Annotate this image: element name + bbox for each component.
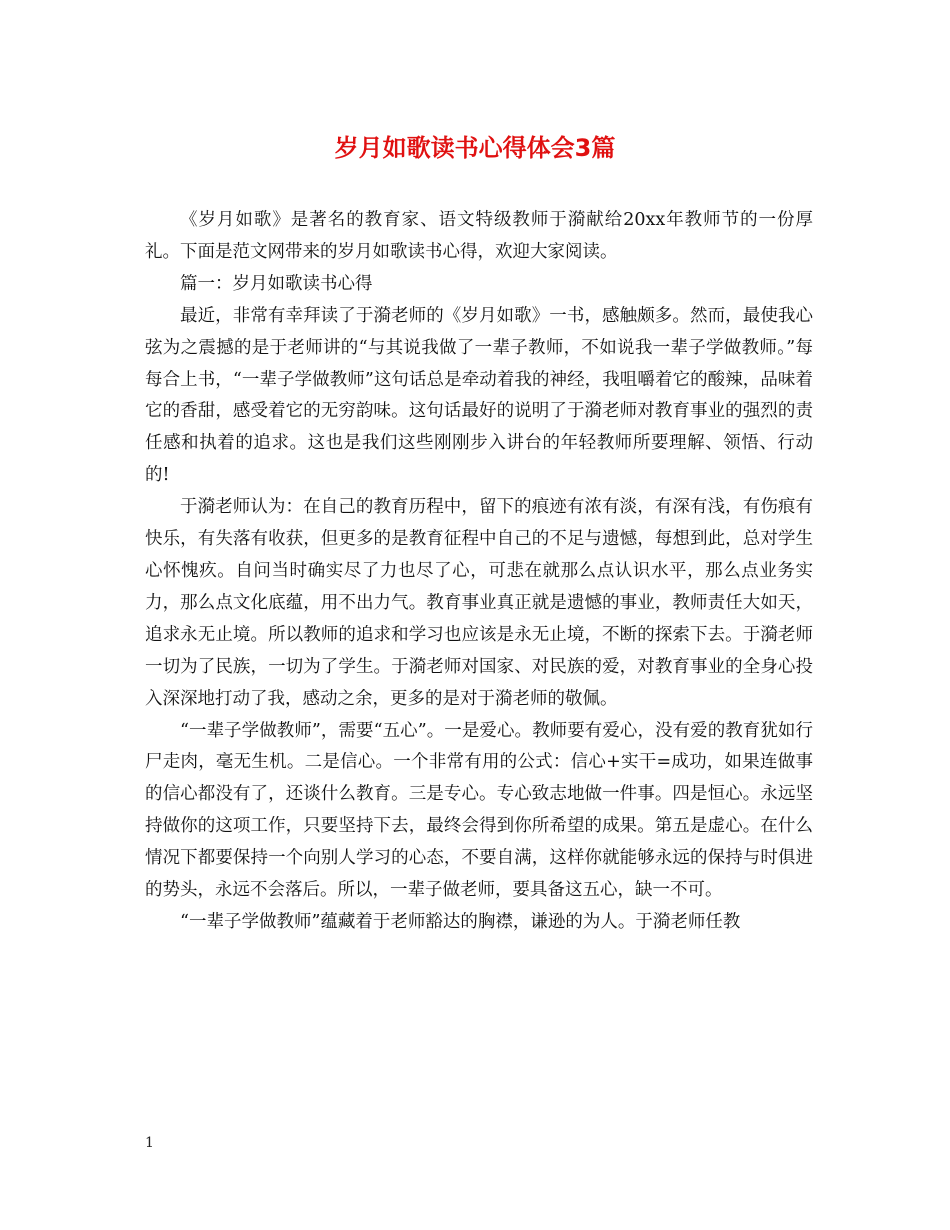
body-paragraph: “一辈子学做教师”蕴藏着于老师豁达的胸襟，谦逊的为人。于漪老师任教: [180, 911, 741, 932]
body-paragraph: 最近，非常有幸拜读了于漪老师的《岁月如歌》一书，感触颇多。然而，最使我心弦为之震撼的是于老师讲的“与其说我做了一辈子教师，不如说我一辈子学做教师。”每每合上书，“一辈子学做教师”这句话总是牵动着我的神经，我咀嚼着它的酸辣，品味着它的香甜，感受着它的无穷韵味。这句话最好的说明了于漪老师对教育事业的强烈的责任感和执着的追求。这也是我们这些刚刚步入讲台的年轻教师所要理解、领悟、行动的!: [145, 305, 813, 486]
intro-paragraph: 《岁月如歌》是著名的教育家、语文特级教师于漪献给20xx年教师节的一份厚礼。下面是范文网带来的岁月如歌读书心得，欢迎大家阅读。: [145, 210, 813, 262]
body-paragraph: 于漪老师认为：在自己的教育历程中，留下的痕迹有浓有淡，有深有浅，有伤痕有快乐，有失落有收获，但更多的是教育征程中自己的不足与遗憾，每想到此，总对学生心怀愧疚。自问当时确实尽了力也尽了心，可悲在就那么点认识水平，那么点业务实力，那么点文化底蕴，用不出力气。教育事业真正就是遗憾的事业，教师责任大如天，追求永无止境。所以教师的追求和学习也应该是永无止境，不断的探索下去。于漪老师一切为了民族，一切为了学生。于漪老师对国家、对民族的爱，对教育事业的全身心投入深深地打动了我，感动之余，更多的是对于漪老师的敬佩。: [145, 497, 813, 709]
page-number: 1: [145, 1135, 154, 1151]
body-paragraph: “一辈子学做教师”，需要“五心”。一是爱心。教师要有爱心，没有爱的教育犹如行尸走肉，毫无生机。二是信心。一个非常有用的公式：信心+实干=成功，如果连做事的信心都没有了，还谈什么教育。三是专心。专心致志地做一件事。四是恒心。永远坚持做你的这项工作，只要坚持下去，最终会得到你所希望的成果。第五是虚心。在什么情况下都要保持一个向别人学习的心态，不要自满，这样你就能够永远的保持与时俱进的势头，永远不会落后。所以，一辈子做老师，要具备这五心，缺一不可。: [145, 720, 813, 901]
document-title: 岁月如歌读书心得体会3篇: [334, 134, 616, 162]
section-heading: 篇一：岁月如歌读书心得: [180, 273, 373, 294]
document-body: [145, 205, 813, 939]
